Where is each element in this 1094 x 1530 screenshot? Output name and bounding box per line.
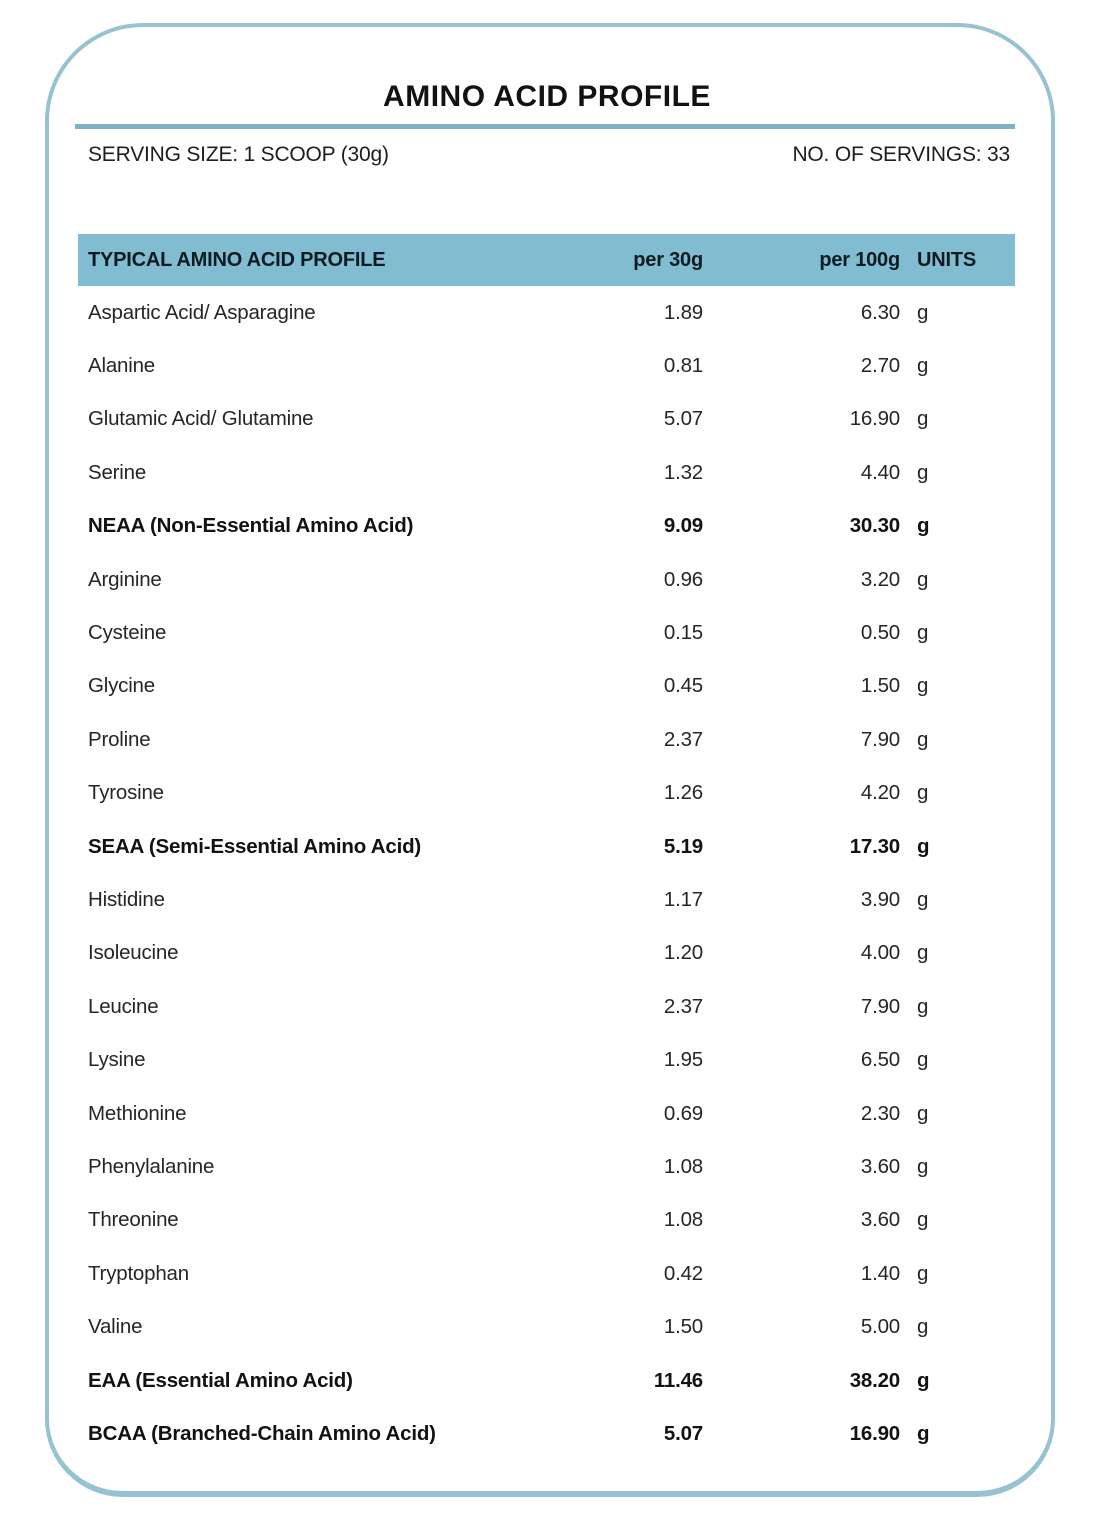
per-100g-value: 3.60 (860, 1154, 900, 1178)
units-value: g (917, 1101, 929, 1125)
units-value: g (917, 941, 929, 965)
servings-count-text: NO. OF SERVINGS: 33 (792, 143, 1010, 166)
per-100g-value: 7.90 (860, 727, 900, 751)
per-30g-value: 1.50 (663, 1315, 703, 1339)
table-header-per-100g: per 100g (819, 248, 900, 271)
units-value: g (917, 460, 929, 484)
per-30g-value: 9.09 (663, 514, 703, 538)
table-row (78, 980, 1015, 1033)
per-30g-value: 11.46 (653, 1368, 703, 1392)
amino-acid-name: Tryptophan (88, 1261, 189, 1285)
per-30g-value: 5.07 (663, 1421, 703, 1445)
table-row (78, 1354, 1015, 1407)
units-value: g (917, 1048, 929, 1072)
table-header-units: UNITS (917, 248, 977, 271)
per-100g-value: 6.30 (860, 300, 900, 324)
units-value: g (917, 300, 929, 324)
per-30g-value: 2.37 (663, 727, 703, 751)
per-30g-value: 0.42 (663, 1261, 703, 1285)
per-100g-value: 17.30 (849, 834, 900, 858)
per-30g-value: 1.95 (663, 1048, 703, 1072)
amino-acid-name: Threonine (88, 1208, 179, 1232)
per-30g-value: 1.26 (663, 781, 703, 805)
per-30g-value: 5.19 (663, 834, 703, 858)
per-100g-value: 4.20 (860, 781, 900, 805)
units-value: g (917, 354, 929, 378)
serving-info-row (88, 143, 1010, 167)
per-30g-value: 1.89 (663, 300, 703, 324)
per-30g-value: 0.45 (663, 674, 703, 698)
amino-acid-name: Arginine (88, 567, 162, 591)
table-row (78, 393, 1015, 446)
table-row (78, 1300, 1015, 1353)
units-value: g (917, 1208, 929, 1232)
table-row (78, 1407, 1015, 1460)
amino-acid-name: Leucine (88, 994, 159, 1018)
per-100g-value: 6.50 (860, 1048, 900, 1072)
units-value: g (917, 1315, 929, 1339)
per-100g-value: 16.90 (849, 407, 900, 431)
title-divider-line (75, 124, 1015, 129)
per-100g-value: 2.30 (860, 1101, 900, 1125)
table-row (78, 1194, 1015, 1247)
table-row (78, 1087, 1015, 1140)
amino-acid-name: Methionine (88, 1101, 187, 1125)
per-100g-value: 1.50 (860, 674, 900, 698)
amino-acid-name: Tyrosine (88, 781, 164, 805)
table-row (78, 606, 1015, 659)
per-100g-value: 3.20 (860, 567, 900, 591)
per-100g-value: 5.00 (860, 1315, 900, 1339)
per-100g-value: 1.40 (860, 1261, 900, 1285)
units-value: g (917, 407, 929, 431)
amino-acid-name: BCAA (Branched-Chain Amino Acid) (88, 1421, 436, 1445)
per-100g-value: 4.40 (860, 460, 900, 484)
table-row (78, 713, 1015, 766)
per-30g-value: 0.96 (663, 567, 703, 591)
per-30g-value: 1.08 (663, 1154, 703, 1178)
per-30g-value: 1.08 (663, 1208, 703, 1232)
units-value: g (917, 1368, 930, 1392)
per-30g-value: 0.69 (663, 1101, 703, 1125)
amino-acid-name: Glycine (88, 674, 155, 698)
units-value: g (917, 674, 929, 698)
units-value: g (917, 567, 929, 591)
per-100g-value: 3.90 (860, 887, 900, 911)
per-100g-value: 38.20 (849, 1368, 900, 1392)
per-30g-value: 1.20 (663, 941, 703, 965)
per-100g-value: 4.00 (860, 941, 900, 965)
table-header-profile: TYPICAL AMINO ACID PROFILE (88, 248, 386, 271)
per-30g-value: 0.81 (663, 354, 703, 378)
units-value: g (917, 514, 930, 538)
serving-size-text: SERVING SIZE: 1 SCOOP (30g) (88, 143, 389, 166)
table-body (78, 286, 1015, 1461)
amino-acid-name: Serine (88, 460, 147, 484)
table-row (78, 927, 1015, 980)
table-row (78, 500, 1015, 553)
units-value: g (917, 1421, 930, 1445)
table-row (78, 660, 1015, 713)
per-100g-value: 3.60 (860, 1208, 900, 1232)
per-100g-value: 2.70 (860, 354, 900, 378)
units-value: g (917, 994, 929, 1018)
table-row (78, 553, 1015, 606)
per-30g-value: 0.15 (663, 621, 703, 645)
amino-acid-name: Histidine (88, 887, 165, 911)
units-value: g (917, 621, 929, 645)
amino-acid-name: Valine (88, 1315, 143, 1339)
table-row (78, 767, 1015, 820)
per-100g-value: 16.90 (849, 1421, 900, 1445)
table-row (78, 1140, 1015, 1193)
per-100g-value: 0.50 (860, 621, 900, 645)
table-row (78, 1247, 1015, 1300)
amino-acid-name: Isoleucine (88, 941, 179, 965)
table-row (78, 446, 1015, 499)
per-30g-value: 5.07 (663, 407, 703, 431)
table-row (78, 873, 1015, 926)
per-30g-value: 1.17 (663, 887, 703, 911)
units-value: g (917, 887, 929, 911)
table-row (78, 286, 1015, 339)
per-30g-value: 2.37 (663, 994, 703, 1018)
table-row (78, 1033, 1015, 1086)
table-row (78, 339, 1015, 392)
units-value: g (917, 1154, 929, 1178)
table-header-row (78, 234, 1015, 286)
amino-acid-name: NEAA (Non-Essential Amino Acid) (88, 514, 414, 538)
units-value: g (917, 727, 929, 751)
units-value: g (917, 781, 929, 805)
amino-acid-name: EAA (Essential Amino Acid) (88, 1368, 353, 1392)
per-30g-value: 1.32 (663, 460, 703, 484)
amino-acid-name: Cysteine (88, 621, 167, 645)
amino-acid-table (78, 234, 1015, 1461)
per-100g-value: 30.30 (849, 514, 900, 538)
units-value: g (917, 1261, 929, 1285)
page-title: AMINO ACID PROFILE (383, 80, 711, 113)
table-row (78, 820, 1015, 873)
amino-acid-name: Proline (88, 727, 151, 751)
units-value: g (917, 834, 930, 858)
amino-acid-name: SEAA (Semi-Essential Amino Acid) (88, 834, 422, 858)
amino-acid-name: Phenylalanine (88, 1154, 215, 1178)
per-100g-value: 7.90 (860, 994, 900, 1018)
table-header-per-30g: per 30g (633, 248, 703, 271)
amino-acid-name: Glutamic Acid/ Glutamine (88, 407, 314, 431)
amino-acid-name: Lysine (88, 1048, 146, 1072)
amino-acid-name: Alanine (88, 354, 155, 378)
amino-acid-name: Aspartic Acid/ Asparagine (88, 300, 316, 324)
